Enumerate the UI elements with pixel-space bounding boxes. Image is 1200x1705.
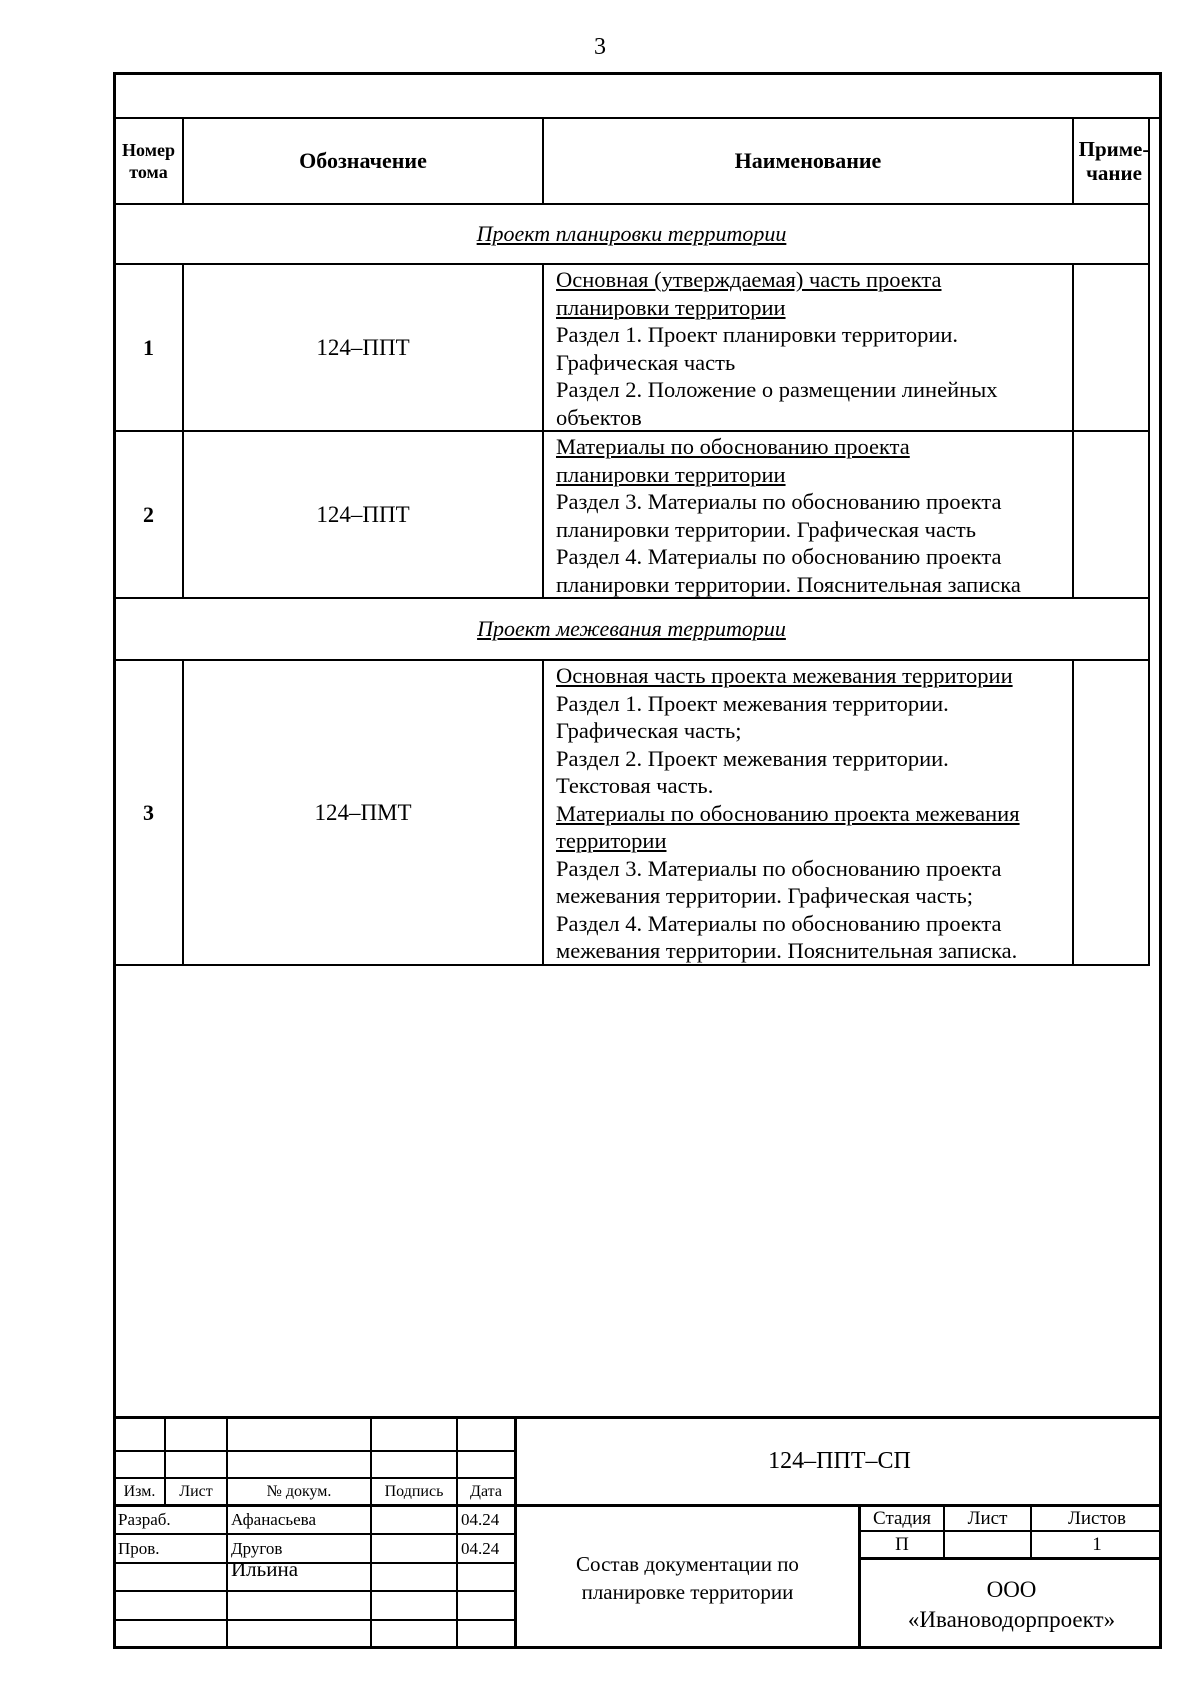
description-line bbox=[556, 745, 1072, 773]
description-line-text: Раздел 4. Материалы по обоснованию проекта bbox=[556, 910, 1002, 936]
stamp-header-date: Дата bbox=[470, 1482, 502, 1500]
description-line-text: Текстовая часть. bbox=[556, 773, 714, 798]
description-line bbox=[556, 772, 1072, 800]
stamp-org-line2: «Ивановодорпроект» bbox=[907, 1606, 1116, 1632]
stamp-developer-role: Разраб. bbox=[118, 1510, 171, 1529]
stamp-doc-title-line1: Состав документации по bbox=[576, 1552, 799, 1576]
description-line-text: Раздел 3. Материалы по обоснованию проекта bbox=[556, 489, 1002, 514]
stamp-checker-date: 04.24 bbox=[461, 1538, 500, 1558]
description-line-text: Материалы по обоснованию проекта bbox=[556, 434, 910, 459]
description-line bbox=[556, 855, 1072, 883]
stamp-header-signature: Подпись bbox=[384, 1482, 444, 1500]
header-volume-no bbox=[115, 119, 182, 203]
stamp-sheet-value bbox=[945, 1532, 1030, 1557]
stamp-sheets-header: Листов bbox=[1067, 1507, 1126, 1529]
stamp-header-list: Лист bbox=[179, 1482, 213, 1500]
stamp-sheets-value: 1 bbox=[1092, 1533, 1102, 1555]
description-line bbox=[556, 404, 1072, 432]
row-3-number: 3 bbox=[143, 799, 154, 825]
header-note-line1: Приме- bbox=[1078, 137, 1150, 161]
description-line-text: Основная часть проекта межевания территории bbox=[556, 663, 1013, 688]
row-1-code: 124–ППТ bbox=[316, 334, 410, 360]
header-volume-no-line1: Номер bbox=[122, 140, 175, 160]
description-line-text: Раздел 2. Положение о размещении линейных bbox=[556, 377, 998, 402]
description-line bbox=[556, 800, 1072, 828]
page-number: 3 bbox=[594, 34, 606, 60]
stamp-extra-name: Ильина bbox=[231, 1556, 299, 1581]
description-line-text: планировки территории bbox=[556, 461, 786, 487]
header-name: Наименование bbox=[734, 148, 882, 173]
description-line-text: Графическая часть bbox=[556, 349, 736, 375]
description-line-text: Материалы по обоснованию проекта межевания bbox=[556, 800, 1020, 826]
stamp-doc-code: 124–ППТ–СП bbox=[768, 1448, 911, 1474]
row-1-number: 1 bbox=[143, 334, 154, 360]
stamp-doc-title bbox=[517, 1507, 858, 1649]
header-note bbox=[1066, 119, 1162, 203]
description-line bbox=[556, 461, 1072, 489]
description-line bbox=[556, 516, 1072, 544]
stamp-developer-date: 04.24 bbox=[461, 1510, 500, 1529]
section-title-planning: Проект планировки территории bbox=[476, 221, 787, 246]
row-3-description bbox=[544, 662, 1072, 964]
description-line bbox=[556, 827, 1072, 855]
description-line bbox=[556, 266, 1072, 294]
stamp-stage-value: П bbox=[895, 1533, 909, 1555]
description-line bbox=[556, 882, 1072, 910]
description-line-text: Раздел 2. Проект межевания территории. bbox=[556, 745, 949, 771]
stamp-header-izm: Изм. bbox=[123, 1482, 156, 1500]
description-line bbox=[556, 349, 1072, 377]
description-line bbox=[556, 543, 1072, 571]
row-2-number: 2 bbox=[143, 501, 154, 527]
description-line bbox=[556, 717, 1072, 745]
description-line bbox=[556, 321, 1072, 349]
stamp-org-line1: ООО bbox=[986, 1576, 1037, 1602]
stamp-stage-header: Стадия bbox=[873, 1507, 931, 1529]
description-line-text: межевания территории. Графическая часть; bbox=[556, 883, 974, 908]
header-note-line2: чание bbox=[1086, 161, 1142, 185]
stamp-checker-name: Другов bbox=[231, 1538, 283, 1558]
description-line-text: Раздел 1. Проект планировки территории. bbox=[556, 322, 959, 347]
description-line-text: планировки территории. Графическая часть bbox=[556, 516, 977, 542]
description-line bbox=[556, 433, 1072, 461]
description-line bbox=[556, 910, 1072, 938]
description-line bbox=[556, 488, 1072, 516]
description-line-text: объектов bbox=[556, 404, 642, 430]
stamp-header-doc-no: № докум. bbox=[266, 1482, 332, 1500]
description-line bbox=[556, 376, 1072, 404]
description-line bbox=[556, 937, 1072, 965]
header-designation: Обозначение bbox=[299, 148, 427, 173]
description-line bbox=[556, 690, 1072, 718]
row-2-code: 124–ППТ bbox=[316, 501, 410, 527]
description-line-text: Раздел 4. Материалы по обоснованию проекта bbox=[556, 544, 1002, 569]
description-line bbox=[556, 662, 1072, 690]
row-1-description bbox=[544, 266, 1072, 430]
description-line-text: межевания территории. Пояснительная записка. bbox=[556, 938, 1018, 963]
description-line-text: Основная (утверждаемая) часть проекта bbox=[556, 267, 942, 292]
stamp-developer-name: Афанасьева bbox=[231, 1510, 317, 1529]
description-line-text: планировки территории bbox=[556, 294, 786, 320]
header-volume-no-line2: тома bbox=[129, 162, 168, 182]
stamp-doc-title-line2: планировке территории bbox=[581, 1580, 794, 1604]
section-title-surveying: Проект межевания территории bbox=[477, 616, 786, 641]
description-line-text: Графическая часть; bbox=[556, 718, 742, 743]
stamp-organization bbox=[861, 1560, 1162, 1649]
stamp-checker-role: Пров. bbox=[118, 1538, 160, 1558]
description-line bbox=[556, 294, 1072, 322]
row-2-description bbox=[544, 433, 1072, 597]
stamp-sheet-header: Лист bbox=[967, 1507, 1008, 1529]
description-line-text: территории bbox=[556, 828, 667, 853]
row-3-code: 124–ПМТ bbox=[314, 799, 412, 825]
description-line-text: планировки территории. Пояснительная записка bbox=[556, 571, 1021, 597]
description-line-text: Раздел 3. Материалы по обоснованию проекта bbox=[556, 855, 1002, 881]
description-line-text: Раздел 1. Проект межевания территории. bbox=[556, 690, 949, 716]
description-line bbox=[556, 571, 1072, 599]
